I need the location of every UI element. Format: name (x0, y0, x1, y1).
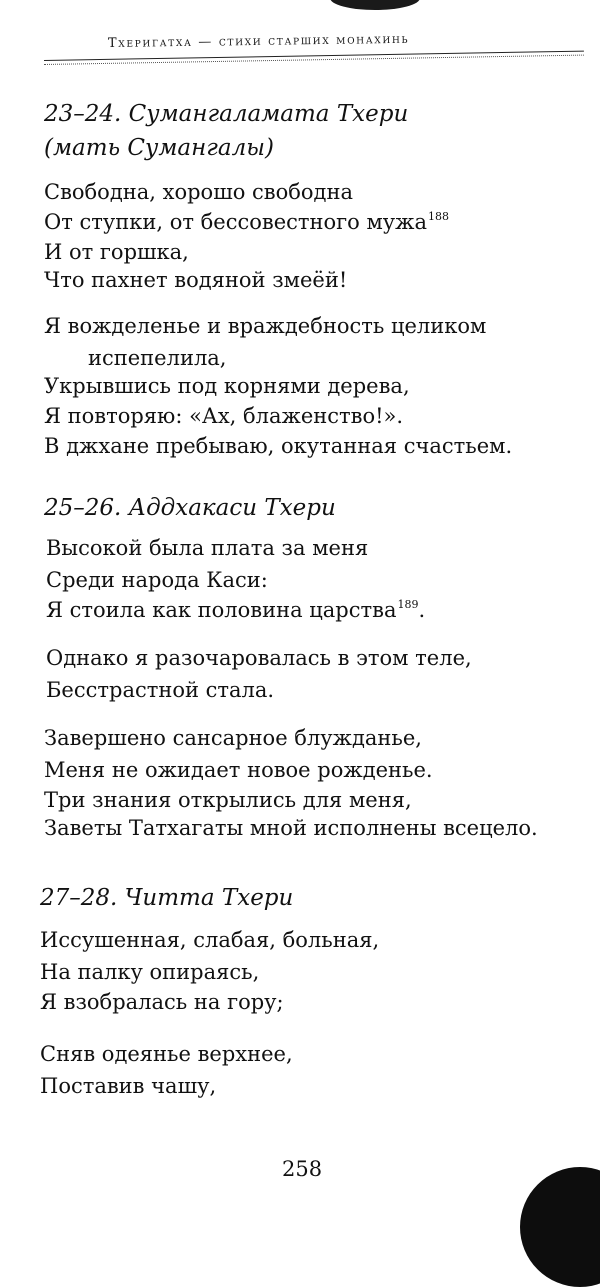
footnote-ref: 189 (397, 598, 419, 611)
page-edge-shadow-top (330, 0, 420, 10)
page-number: 258 (282, 1157, 323, 1181)
verse-line: Я взобралась на гору; (40, 990, 284, 1014)
verse-line: Свободна, хорошо свободна (44, 180, 353, 204)
verse-line: Бесстрастной стала. (46, 678, 275, 702)
verse-line: И от горшка, (44, 240, 189, 264)
verse-line: В джхане пребываю, окутанная счастьем. (44, 434, 513, 458)
verse-line: Я повторяю: «Ах, блаженство!». (44, 404, 404, 428)
running-head: Тхеригатха — стихи старших монахинь (107, 31, 410, 51)
verse-line: Сняв одеянье верхнее, (40, 1042, 293, 1066)
verse-line-text: От ступки, от бессовестного мужа (44, 210, 428, 234)
section-title-chitta: 27–28. Читта Тхери (40, 885, 294, 911)
verse-line: Меня не ожидает новое рожденье. (44, 758, 433, 782)
section-title-sumangalamata: 23–24. Сумангаламата Тхери (44, 101, 409, 127)
verse-line: Высокой была плата за меня (46, 536, 369, 560)
verse-line: Поставив чашу, (40, 1074, 217, 1098)
section-subtitle-sumangalamata: (мать Сумангалы) (44, 135, 274, 161)
page-edge-shadow-bottom (520, 1167, 600, 1287)
verse-line-with-footnote (46, 596, 425, 624)
verse-line: Я вожделенье и враждебность целиком (44, 314, 487, 338)
section-title-addhakasi: 25–26. Аддхакаси Тхери (44, 495, 336, 521)
verse-line: Иссушенная, слабая, больная, (40, 928, 380, 952)
verse-line-text: Я стоила как половина царства (46, 598, 397, 622)
verse-line-indented: испепелила, (88, 346, 227, 370)
verse-line: Среди народа Каси: (46, 568, 268, 592)
verse-line-period: . (418, 598, 426, 622)
verse-line-with-footnote (44, 208, 449, 236)
verse-line: Укрывшись под корнями дерева, (44, 374, 410, 398)
verse-line: Однако я разочаровалась в этом теле, (46, 646, 472, 670)
verse-line: Три знания открылись для меня, (44, 788, 412, 812)
verse-line: Что пахнет водяной змеёй! (44, 268, 348, 292)
verse-line: Завершено сансарное блужданье, (44, 726, 422, 750)
verse-line: На палку опираясь, (40, 960, 260, 984)
footnote-ref: 188 (428, 210, 450, 223)
verse-line: Заветы Татхагаты мной исполнены всецело. (44, 816, 538, 840)
